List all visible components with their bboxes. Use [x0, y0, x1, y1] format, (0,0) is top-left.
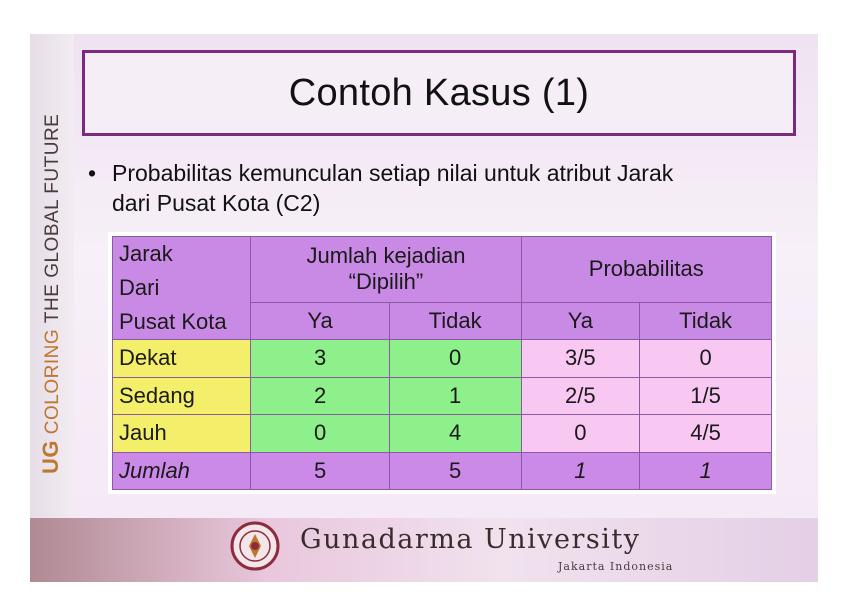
- slide: [30, 34, 818, 582]
- cell-prob-ya: 3/5: [521, 340, 640, 378]
- header-jarak-line-2: Dari: [119, 275, 160, 300]
- header-jarak-line-3: Pusat Kota: [119, 309, 227, 334]
- header-jumlah-line-1: Jumlah kejadian: [306, 243, 466, 269]
- side-slogan: [38, 114, 64, 474]
- table-row: [113, 415, 772, 453]
- side-ug-text: UG: [38, 440, 63, 474]
- header-jumlah-line-2: “Dipilih”: [348, 269, 424, 295]
- subheader-ya-count: Ya: [251, 302, 389, 339]
- cell-prob-ya: 2/5: [521, 377, 640, 415]
- table-row: [113, 377, 772, 415]
- side-rest-text: THE GLOBAL FUTURE: [42, 113, 63, 324]
- subheader-tidak-prob: Tidak: [640, 302, 772, 339]
- footer-banner: [30, 518, 818, 582]
- total-count-tidak: 5: [389, 452, 521, 490]
- university-name: Gunadarma University: [300, 524, 641, 555]
- bullet-point: [88, 158, 798, 218]
- total-count-ya: 5: [251, 452, 389, 490]
- cell-prob-tidak: 1/5: [640, 377, 772, 415]
- cell-prob-tidak: 0: [640, 340, 772, 378]
- header-jarak-line-1: Jarak: [119, 241, 173, 266]
- header-jumlah-kejadian: [251, 237, 521, 303]
- total-prob-ya: 1: [521, 452, 640, 490]
- table-total-row: [113, 452, 772, 490]
- university-seal-icon: [230, 518, 280, 576]
- total-label: Jumlah: [113, 452, 251, 490]
- cell-prob-ya: 0: [521, 415, 640, 453]
- subheader-tidak-count: Tidak: [389, 302, 521, 339]
- cell-prob-tidak: 4/5: [640, 415, 772, 453]
- side-band: [30, 34, 74, 582]
- subheader-ya-prob: Ya: [521, 302, 640, 339]
- cell-count-ya: 3: [251, 340, 389, 378]
- side-coloring-text: COLORING: [42, 328, 63, 435]
- university-location: Jakarta Indonesia: [558, 560, 674, 573]
- probability-table: [108, 232, 776, 494]
- title-box: [82, 50, 796, 136]
- header-probabilitas: Probabilitas: [521, 237, 771, 303]
- bullet-line-2: dari Pusat Kota (C2): [112, 190, 321, 216]
- table-row: [113, 340, 772, 378]
- row-label: Sedang: [113, 377, 251, 415]
- cell-count-tidak: 1: [389, 377, 521, 415]
- row-label: Jauh: [113, 415, 251, 453]
- slide-title: Contoh Kasus (1): [288, 71, 590, 114]
- cell-count-tidak: 0: [389, 340, 521, 378]
- cell-count-ya: 2: [251, 377, 389, 415]
- total-prob-tidak: 1: [640, 452, 772, 490]
- header-jarak: [113, 237, 251, 340]
- cell-count-tidak: 4: [389, 415, 521, 453]
- row-label: Dekat: [113, 340, 251, 378]
- bullet-marker: •: [88, 160, 97, 186]
- bullet-line-1: Probabilitas kemunculan setiap nilai untuk atribut Jarak: [112, 160, 674, 186]
- cell-count-ya: 0: [251, 415, 389, 453]
